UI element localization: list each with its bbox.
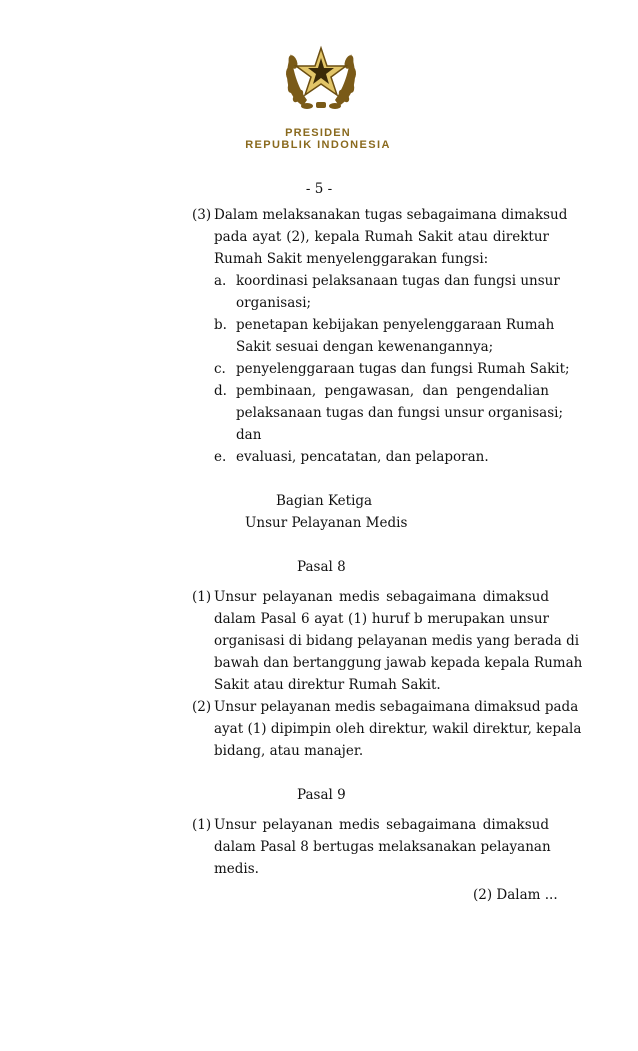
list-item-letter: d.: [214, 383, 227, 399]
paragraph-number: (1): [192, 589, 212, 605]
paragraph-line: bawah dan bertanggung jawab kepada kepala Rumah: [214, 655, 583, 671]
paragraph-line: Unsur pelayanan medis sebagaimana dimaksud pada: [214, 699, 579, 715]
list-item-line: koordinasi pelaksanaan tugas dan fungsi unsur: [236, 273, 560, 289]
paragraph-number: (2): [192, 699, 212, 715]
article-heading: Pasal 8: [297, 559, 346, 575]
paragraph-line: Dalam melaksanakan tugas sebagaimana dimaksud: [214, 207, 568, 223]
paragraph-line: Rumah Sakit menyelenggarakan fungsi:: [214, 251, 489, 267]
paragraph-line: Sakit atau direktur Rumah Sakit.: [214, 677, 441, 693]
section-title: Bagian Ketiga: [276, 493, 373, 509]
paragraph-line: medis.: [214, 861, 259, 877]
header-presiden: PRESIDEN: [285, 127, 351, 139]
header-republik-indonesia: REPUBLIK INDONESIA: [245, 139, 391, 151]
list-item-line: pelaksanaan tugas dan fungsi unsur organisasi;: [236, 405, 564, 421]
list-item-letter: c.: [214, 361, 226, 377]
paragraph-line: ayat (1) dipimpin oleh direktur, wakil direktur, kepala: [214, 721, 582, 737]
paragraph-number: (1): [192, 817, 212, 833]
list-item-line: evaluasi, pencatatan, dan pelaporan.: [236, 449, 489, 465]
page-number: - 5 -: [305, 181, 333, 197]
list-item-line: organisasi;: [236, 295, 312, 311]
paragraph-line: dalam Pasal 8 bertugas melaksanakan pelayanan: [214, 839, 551, 855]
list-item-letter: e.: [214, 449, 227, 465]
paragraph-number: (3): [192, 207, 212, 223]
continuation-note: (2) Dalam ...: [473, 887, 558, 903]
list-item-line: penyelenggaraan tugas dan fungsi Rumah Sakit;: [236, 361, 570, 377]
list-item-line: penetapan kebijakan penyelenggaraan Rumah: [236, 317, 555, 333]
list-item-letter: b.: [214, 317, 227, 333]
list-item-line: pembinaan, pengawasan, dan pengendalian: [236, 383, 549, 399]
paragraph-line: pada ayat (2), kepala Rumah Sakit atau direktur: [214, 229, 549, 245]
garuda-star-emblem-icon: [283, 40, 359, 112]
paragraph-line: organisasi di bidang pelayanan medis yang berada di: [214, 633, 580, 649]
paragraph-line: dalam Pasal 6 ayat (1) huruf b merupakan unsur: [214, 611, 549, 627]
list-item-line: Sakit sesuai dengan kewenangannya;: [236, 339, 494, 355]
paragraph-line: Unsur pelayanan medis sebagaimana dimaksud: [214, 817, 549, 833]
list-item-letter: a.: [214, 273, 227, 289]
article-heading: Pasal 9: [297, 787, 346, 803]
paragraph-line: bidang, atau manajer.: [214, 743, 364, 759]
paragraph-line: Unsur pelayanan medis sebagaimana dimaksud: [214, 589, 549, 605]
list-item-line: dan: [236, 427, 262, 443]
section-subtitle: Unsur Pelayanan Medis: [245, 515, 408, 531]
